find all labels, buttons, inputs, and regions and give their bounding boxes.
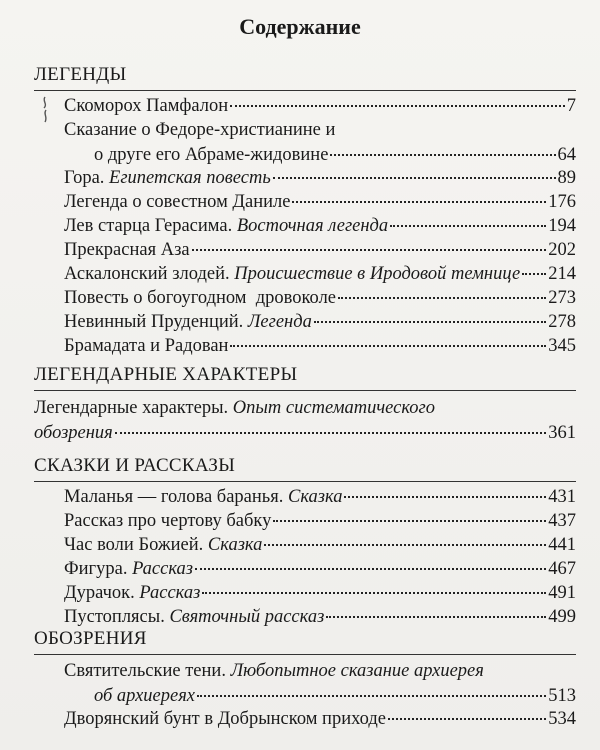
- entry-page: 441: [548, 535, 576, 555]
- entry-title: Легендарные характеры.: [34, 398, 229, 418]
- entry-page: 431: [548, 487, 576, 507]
- leader-dots: [522, 273, 546, 275]
- entry-title: Час воли Божией.: [64, 535, 204, 555]
- leader-dots: [326, 616, 546, 618]
- entry-title: Аскалонский злодей.: [64, 264, 230, 284]
- toc-entry[interactable]: [64, 660, 576, 707]
- entry-page: 361: [548, 423, 576, 443]
- entry-subtitle: Опыт систематического: [232, 398, 436, 418]
- leader-dots: [338, 297, 546, 299]
- leader-dots: [390, 225, 546, 227]
- toc-entry[interactable]: [64, 606, 576, 628]
- entry-subtitle: Сказка: [288, 487, 343, 507]
- section-tales: [34, 455, 576, 482]
- entry-title: Гора.: [64, 168, 105, 188]
- entry-title: Скоморох Памфалон: [64, 96, 229, 116]
- entry-title: Легенда о совестном Даниле: [64, 192, 291, 212]
- entry-title: Рассказ про чертову бабку: [64, 511, 272, 531]
- entry-page: 7: [566, 96, 576, 116]
- leader-dots: [273, 520, 546, 522]
- section-rule: [34, 390, 576, 391]
- section-rule: [34, 90, 576, 91]
- toc-entry[interactable]: [64, 119, 576, 166]
- toc-entry[interactable]: [64, 287, 576, 309]
- section-rule: [34, 481, 576, 482]
- entry-subtitle: Святочный рассказ: [169, 607, 325, 627]
- leader-dots: [197, 695, 546, 697]
- section-legendary-characters: [34, 364, 576, 391]
- entry-page: 273: [548, 288, 576, 308]
- toc-entry[interactable]: [64, 335, 576, 357]
- entry-page: 491: [548, 583, 576, 603]
- entry-subtitle: Сказка: [207, 535, 263, 555]
- entry-page: 202: [548, 240, 576, 260]
- entry-page: 345: [548, 336, 576, 356]
- entry-subtitle-cont: обозрения: [34, 423, 113, 443]
- leader-dots: [292, 201, 546, 203]
- leader-dots: [330, 154, 555, 156]
- section-reviews: [34, 628, 576, 655]
- entry-page: 513: [548, 686, 576, 706]
- section-legends: [34, 64, 576, 91]
- entry-page: 467: [548, 559, 576, 579]
- entry-page: 534: [548, 709, 576, 729]
- leader-dots: [273, 177, 556, 179]
- entry-title: Фигура.: [64, 559, 128, 579]
- toc-entry[interactable]: [64, 311, 576, 333]
- entry-subtitle: Восточная легенда: [236, 216, 389, 236]
- section-heading: ЛЕГЕНДЫ: [34, 64, 127, 85]
- toc-entry[interactable]: [64, 167, 576, 189]
- leader-dots: [230, 345, 546, 347]
- toc-entry[interactable]: [64, 215, 576, 237]
- entry-subtitle: Рассказ: [132, 559, 194, 579]
- ink-mark-icon: [40, 95, 50, 125]
- entry-title: Маланья — голова баранья.: [64, 487, 284, 507]
- toc-entry[interactable]: [64, 582, 576, 604]
- entry-page: 64: [557, 145, 576, 165]
- leader-dots: [192, 249, 547, 251]
- leader-dots: [264, 544, 546, 546]
- entry-page: 89: [557, 168, 576, 188]
- entry-page: 214: [548, 264, 576, 284]
- leader-dots: [388, 718, 546, 720]
- entry-title: Прекрасная Аза: [64, 240, 190, 260]
- entry-subtitle: Происшествие в Иродовой темнице: [234, 264, 521, 284]
- entry-title: Дворянский бунт в Добрынском приходе: [64, 709, 386, 729]
- section-rule: [34, 654, 576, 655]
- entry-subtitle: Египетская повесть: [109, 168, 271, 188]
- entry-title: Пустоплясы.: [64, 607, 165, 627]
- entry-page: 194: [548, 216, 576, 236]
- entry-subtitle: Легенда: [247, 312, 312, 332]
- leader-dots: [202, 592, 546, 594]
- entry-title: Невинный Пруденций.: [64, 312, 244, 332]
- entry-title: Лев старца Герасима.: [64, 216, 233, 236]
- toc-entry[interactable]: [64, 534, 576, 556]
- section-heading: ЛЕГЕНДАРНЫЕ ХАРАКТЕРЫ: [34, 364, 298, 385]
- entry-title-cont: о друге его Абраме-жидовине: [94, 145, 329, 165]
- leader-dots: [314, 321, 546, 323]
- page-title: Содержание: [239, 14, 361, 39]
- entry-title: Дурачок.: [64, 583, 135, 603]
- leader-dots: [195, 568, 546, 570]
- toc-entry[interactable]: [34, 397, 576, 444]
- section-heading: ОБОЗРЕНИЯ: [34, 628, 147, 649]
- leader-dots: [344, 496, 546, 498]
- toc-entry[interactable]: [64, 95, 576, 117]
- entry-title: Сказание о Федоре-христианине и: [64, 120, 336, 140]
- leader-dots: [230, 105, 565, 107]
- entry-subtitle: Любопытное сказание архиерея: [230, 661, 484, 681]
- leader-dots: [115, 432, 546, 434]
- toc-entry[interactable]: [64, 708, 576, 730]
- entry-page: 176: [548, 192, 576, 212]
- toc-entry[interactable]: [64, 510, 576, 532]
- toc-entry[interactable]: [64, 486, 576, 508]
- entry-subtitle: Рассказ: [139, 583, 201, 603]
- toc-entry[interactable]: [64, 263, 576, 285]
- entry-subtitle-cont: об архиереях: [94, 686, 196, 706]
- entry-title: Повесть о богоугодном дровоколе: [64, 288, 337, 308]
- toc-entry[interactable]: [64, 239, 576, 261]
- toc-entry[interactable]: [64, 191, 576, 213]
- entry-page: 499: [548, 607, 576, 627]
- section-heading: СКАЗКИ И РАССКАЗЫ: [34, 455, 236, 476]
- entry-page: 278: [548, 312, 576, 332]
- toc-entry[interactable]: [64, 558, 576, 580]
- entry-title: Святительские тени.: [64, 661, 226, 681]
- entry-title: Брамадата и Радован: [64, 336, 229, 356]
- entry-page: 437: [548, 511, 576, 531]
